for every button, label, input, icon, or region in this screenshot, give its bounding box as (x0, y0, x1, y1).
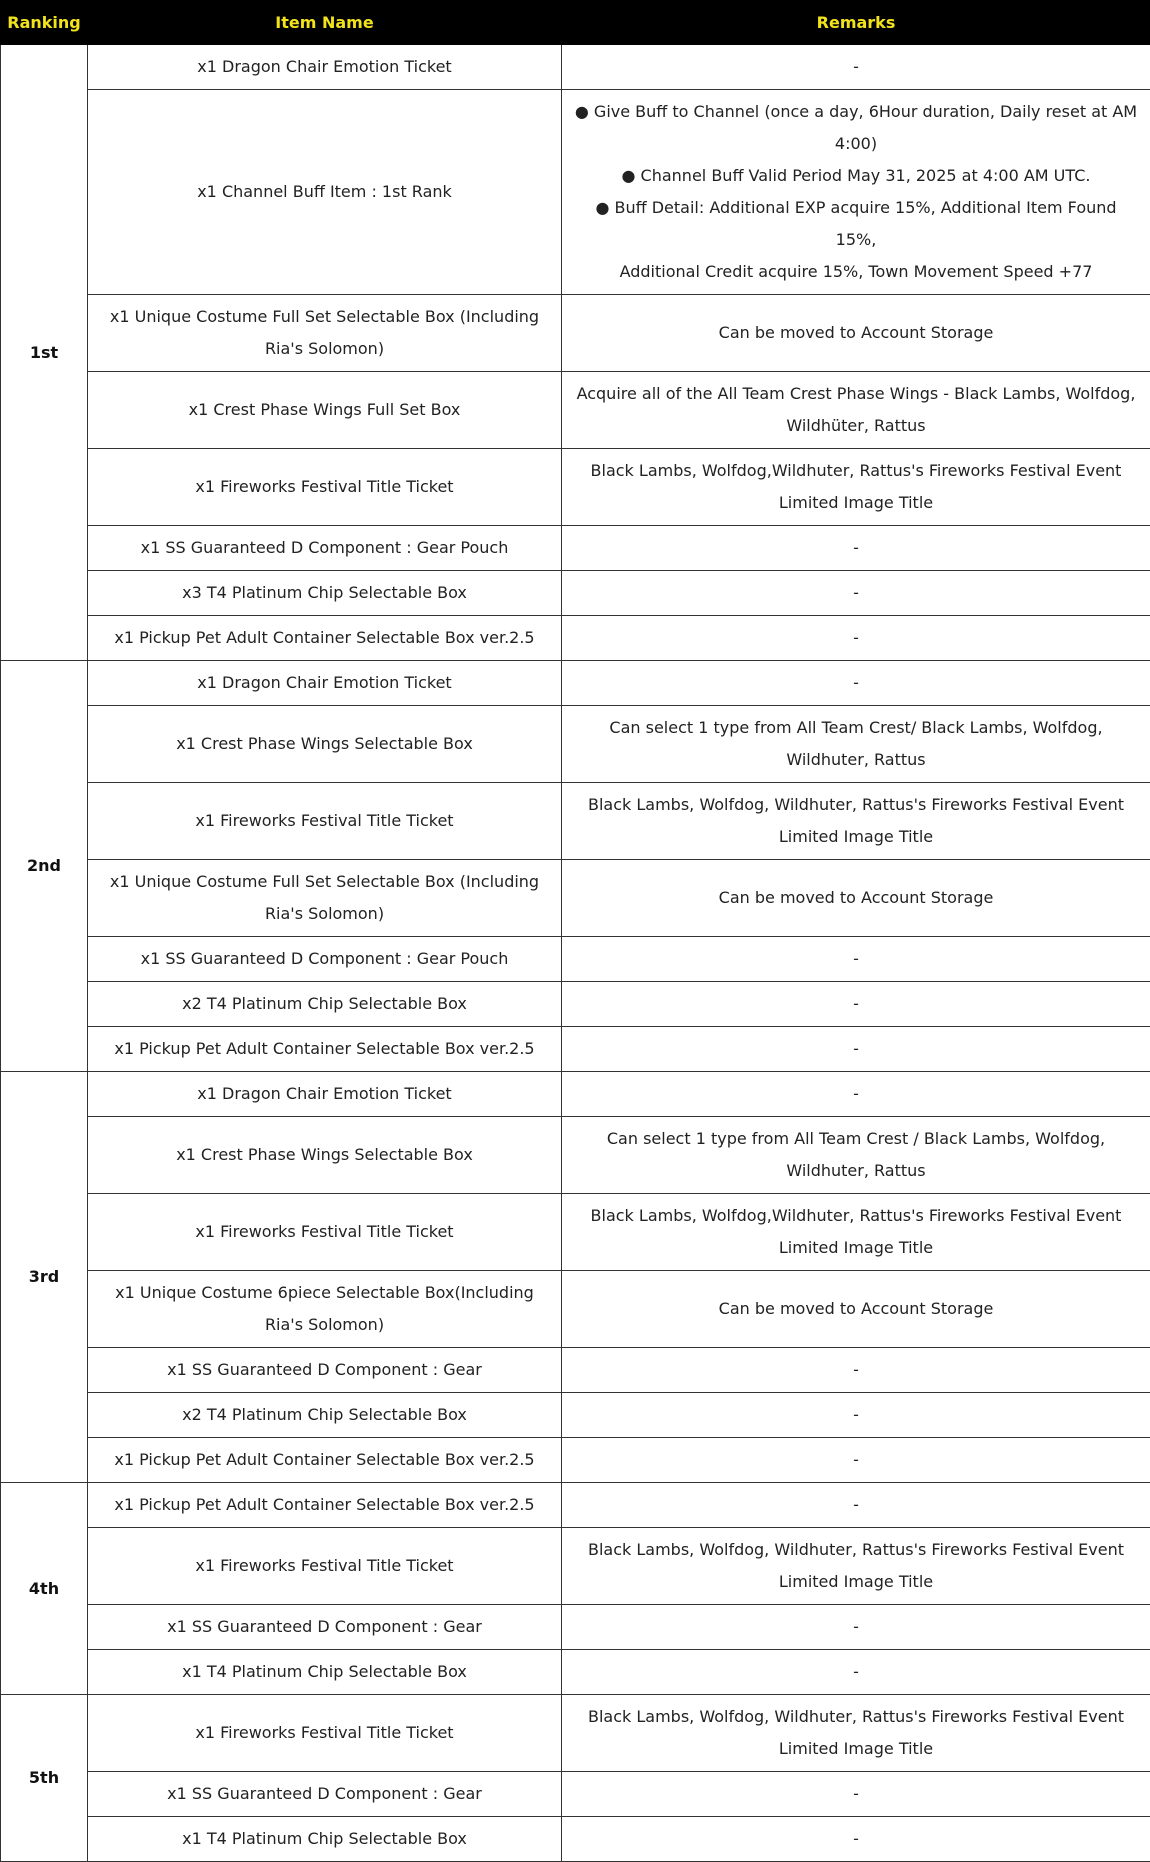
remarks-cell (562, 526, 1150, 571)
table-row (1, 45, 1150, 90)
remarks-line: - (574, 1354, 1138, 1386)
remarks-cell (562, 937, 1150, 982)
table-row (1, 449, 1150, 526)
remarks-line: Can be moved to Account Storage (574, 317, 1138, 349)
remarks-line: - (574, 1033, 1138, 1065)
remarks-cell (562, 1528, 1150, 1605)
remarks-line: - (574, 1823, 1138, 1855)
remarks-line: Black Lambs, Wolfdog,Wildhuter, Rattus's Fireworks Festival Event Limited Image Title (574, 1200, 1138, 1264)
remarks-cell (562, 860, 1150, 937)
remarks-line: Can be moved to Account Storage (574, 882, 1138, 914)
item-name-cell: x1 Unique Costume Full Set Selectable Box (Including Ria's Solomon) (88, 295, 562, 372)
remarks-cell (562, 295, 1150, 372)
item-name-cell: x1 Dragon Chair Emotion Ticket (88, 1072, 562, 1117)
remarks-line: - (574, 1489, 1138, 1521)
table-row (1, 783, 1150, 860)
remarks-cell (562, 783, 1150, 860)
table-row (1, 860, 1150, 937)
item-name-cell: x1 Fireworks Festival Title Ticket (88, 449, 562, 526)
ranking-header: Ranking (1, 1, 88, 45)
remarks-line: - (574, 1778, 1138, 1810)
item-name-cell: x1 Pickup Pet Adult Container Selectable Box ver.2.5 (88, 1438, 562, 1483)
table-row (1, 1271, 1150, 1348)
item-name-cell: x1 Unique Costume 6piece Selectable Box(Including Ria's Solomon) (88, 1271, 562, 1348)
remarks-line: - (574, 1078, 1138, 1110)
item-name-cell: x1 SS Guaranteed D Component : Gear Pouch (88, 526, 562, 571)
item-name-cell: x1 Crest Phase Wings Selectable Box (88, 1117, 562, 1194)
table-row (1, 1027, 1150, 1072)
rank-cell: 4th (1, 1483, 88, 1695)
table-row (1, 1072, 1150, 1117)
remarks-line: ● Give Buff to Channel (once a day, 6Hour duration, Daily reset at AM 4:00) (574, 96, 1138, 160)
remarks-line: Can be moved to Account Storage (574, 1293, 1138, 1325)
item-name-cell: x2 T4 Platinum Chip Selectable Box (88, 1393, 562, 1438)
table-row (1, 295, 1150, 372)
table-row (1, 526, 1150, 571)
remarks-cell (562, 1348, 1150, 1393)
table-row (1, 1194, 1150, 1271)
remarks-cell (562, 1393, 1150, 1438)
item-name-cell: x1 T4 Platinum Chip Selectable Box (88, 1817, 562, 1862)
remarks-line: - (574, 622, 1138, 654)
table-row (1, 1528, 1150, 1605)
remarks-line: - (574, 1611, 1138, 1643)
item-name-cell: x1 SS Guaranteed D Component : Gear (88, 1772, 562, 1817)
item-name-cell: x1 T4 Platinum Chip Selectable Box (88, 1650, 562, 1695)
remarks-cell (562, 1438, 1150, 1483)
item-name-cell: x1 Pickup Pet Adult Container Selectable Box ver.2.5 (88, 616, 562, 661)
remarks-cell (562, 706, 1150, 783)
rank-cell: 3rd (1, 1072, 88, 1483)
header-row (1, 1, 1150, 45)
remarks-cell (562, 661, 1150, 706)
remarks-cell (562, 982, 1150, 1027)
item-name-cell: x1 Pickup Pet Adult Container Selectable Box ver.2.5 (88, 1027, 562, 1072)
table-row (1, 616, 1150, 661)
table-row (1, 706, 1150, 783)
item-name-cell: x1 Fireworks Festival Title Ticket (88, 783, 562, 860)
rank-cell: 5th (1, 1695, 88, 1862)
table-row (1, 1438, 1150, 1483)
item-name-cell: x1 Unique Costume Full Set Selectable Box (Including Ria's Solomon) (88, 860, 562, 937)
remarks-line: - (574, 667, 1138, 699)
remarks-cell (562, 372, 1150, 449)
table-row (1, 1483, 1150, 1528)
remarks-line: Can select 1 type from All Team Crest/ Black Lambs, Wolfdog, Wildhuter, Rattus (574, 712, 1138, 776)
remarks-line: - (574, 577, 1138, 609)
remarks-cell (562, 571, 1150, 616)
remarks-cell (562, 90, 1150, 295)
item-name-cell: x1 Crest Phase Wings Full Set Box (88, 372, 562, 449)
remarks-line: Black Lambs, Wolfdog, Wildhuter, Rattus's Fireworks Festival Event Limited Image Title (574, 1701, 1138, 1765)
item-name-cell: x1 Crest Phase Wings Selectable Box (88, 706, 562, 783)
table-row (1, 571, 1150, 616)
remarks-cell (562, 1072, 1150, 1117)
remarks-cell (562, 1817, 1150, 1862)
item-name-cell: x1 Fireworks Festival Title Ticket (88, 1695, 562, 1772)
rank-cell: 1st (1, 45, 88, 661)
remarks-cell (562, 1194, 1150, 1271)
table-row (1, 1348, 1150, 1393)
remarks-line: Additional Credit acquire 15%, Town Movement Speed +77 (574, 256, 1138, 288)
remarks-cell (562, 1650, 1150, 1695)
remarks-line: - (574, 532, 1138, 564)
item-name-cell: x1 Dragon Chair Emotion Ticket (88, 45, 562, 90)
remarks-line: - (574, 1656, 1138, 1688)
item-name-cell: x1 SS Guaranteed D Component : Gear (88, 1605, 562, 1650)
item-name-header: Item Name (88, 1, 562, 45)
table-row (1, 90, 1150, 295)
remarks-line: Acquire all of the All Team Crest Phase Wings - Black Lambs, Wolfdog, Wildhüter, Rattus (574, 378, 1138, 442)
table-row (1, 1772, 1150, 1817)
remarks-line: - (574, 943, 1138, 975)
item-name-cell: x1 SS Guaranteed D Component : Gear Pouch (88, 937, 562, 982)
item-name-cell: x1 Dragon Chair Emotion Ticket (88, 661, 562, 706)
table-row (1, 1695, 1150, 1772)
remarks-line: Black Lambs, Wolfdog, Wildhuter, Rattus's Fireworks Festival Event Limited Image Title (574, 789, 1138, 853)
remarks-cell (562, 1271, 1150, 1348)
remarks-header: Remarks (562, 1, 1150, 45)
table-row (1, 1650, 1150, 1695)
table-row (1, 982, 1150, 1027)
item-name-cell: x1 Fireworks Festival Title Ticket (88, 1528, 562, 1605)
remarks-cell (562, 449, 1150, 526)
table-row (1, 1817, 1150, 1862)
remarks-cell (562, 1117, 1150, 1194)
table-row (1, 1605, 1150, 1650)
remarks-line: - (574, 988, 1138, 1020)
remarks-line: ● Buff Detail: Additional EXP acquire 15%, Additional Item Found 15%, (574, 192, 1138, 256)
table-row (1, 937, 1150, 982)
table-row (1, 1393, 1150, 1438)
remarks-cell (562, 45, 1150, 90)
remarks-cell (562, 1695, 1150, 1772)
remarks-cell (562, 616, 1150, 661)
table-row (1, 372, 1150, 449)
remarks-line: - (574, 1444, 1138, 1476)
table-row (1, 1117, 1150, 1194)
remarks-line: - (574, 1399, 1138, 1431)
item-name-cell: x3 T4 Platinum Chip Selectable Box (88, 571, 562, 616)
remarks-cell (562, 1483, 1150, 1528)
remarks-cell (562, 1605, 1150, 1650)
rank-cell: 2nd (1, 661, 88, 1072)
table-body (1, 45, 1150, 1862)
table-row (1, 661, 1150, 706)
item-name-cell: x1 Pickup Pet Adult Container Selectable Box ver.2.5 (88, 1483, 562, 1528)
item-name-cell: x1 Channel Buff Item : 1st Rank (88, 90, 562, 295)
item-name-cell: x1 Fireworks Festival Title Ticket (88, 1194, 562, 1271)
remarks-line: Black Lambs, Wolfdog,Wildhuter, Rattus's Fireworks Festival Event Limited Image Title (574, 455, 1138, 519)
remarks-line: - (574, 51, 1138, 83)
item-name-cell: x1 SS Guaranteed D Component : Gear (88, 1348, 562, 1393)
item-name-cell: x2 T4 Platinum Chip Selectable Box (88, 982, 562, 1027)
remarks-cell (562, 1027, 1150, 1072)
remarks-line: Can select 1 type from All Team Crest / Black Lambs, Wolfdog, Wildhuter, Rattus (574, 1123, 1138, 1187)
remarks-cell (562, 1772, 1150, 1817)
remarks-line: Black Lambs, Wolfdog, Wildhuter, Rattus's Fireworks Festival Event Limited Image Title (574, 1534, 1138, 1598)
remarks-line: ● Channel Buff Valid Period May 31, 2025 at 4:00 AM UTC. (574, 160, 1138, 192)
